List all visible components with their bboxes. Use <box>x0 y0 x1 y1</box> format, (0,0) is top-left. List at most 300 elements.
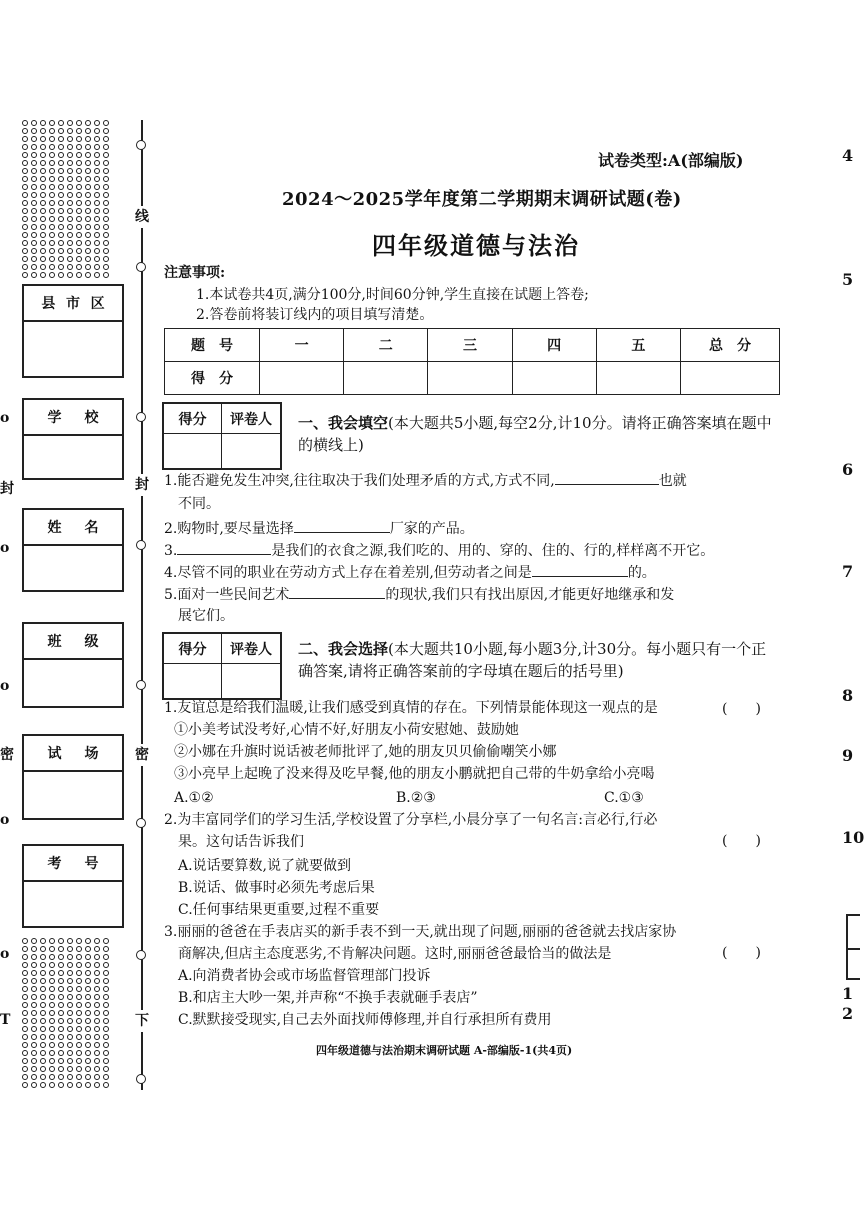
binding-dot <box>103 946 109 952</box>
binding-dot <box>85 946 91 952</box>
binding-dot <box>85 136 91 142</box>
binding-char-secret: 密 <box>132 744 152 766</box>
edge-number: 1 <box>842 984 854 1003</box>
binding-dot <box>49 1018 55 1024</box>
edge-mark-seal: 封 <box>0 481 14 497</box>
binding-dot <box>85 1034 91 1040</box>
score-table-cell: 得 分 <box>165 362 260 395</box>
binding-dot <box>76 978 82 984</box>
binding-dot <box>49 1058 55 1064</box>
binding-dot <box>94 176 100 182</box>
binding-dot <box>40 1066 46 1072</box>
binding-dot <box>103 200 109 206</box>
binding-dot <box>76 272 82 278</box>
binding-dot <box>31 200 37 206</box>
info-label: 考 <box>47 856 62 872</box>
binding-dot <box>94 978 100 984</box>
binding-dot <box>49 1034 55 1040</box>
question-text: 5.面对一些民间艺术 <box>164 587 290 603</box>
binding-dot <box>103 1042 109 1048</box>
binding-dot <box>85 1010 91 1016</box>
binding-dot <box>40 128 46 134</box>
binding-dot <box>40 946 46 952</box>
binding-dot <box>103 1002 109 1008</box>
binding-dot <box>40 1034 46 1040</box>
binding-dot <box>103 1058 109 1064</box>
s2-q3-cont: 商解决,但店主态度恶劣,不肯解决问题。这时,丽丽爸爸最恰当的做法是 <box>178 946 612 962</box>
binding-dot <box>76 224 82 230</box>
binding-dot <box>103 152 109 158</box>
notice-item: 2.答卷前将装订线内的项目填写清楚。 <box>196 307 434 323</box>
binding-dot <box>76 946 82 952</box>
binding-dot <box>76 192 82 198</box>
binding-dot <box>49 248 55 254</box>
binding-dot <box>49 1002 55 1008</box>
binding-dot <box>94 232 100 238</box>
binding-dot <box>49 176 55 182</box>
exam-title: 2024～2025学年度第二学期期末调研试题(卷) <box>282 189 682 210</box>
binding-dot <box>40 970 46 976</box>
binding-dot <box>49 1082 55 1088</box>
binding-dot <box>67 160 73 166</box>
grader-person-input[interactable] <box>222 434 280 468</box>
binding-dot <box>103 264 109 270</box>
answer-blank[interactable] <box>294 518 390 533</box>
score-input-cell[interactable] <box>512 362 596 395</box>
binding-dot <box>22 1082 28 1088</box>
binding-dot <box>49 200 55 206</box>
info-box-name[interactable] <box>22 508 124 592</box>
grader-person-label: 评卷人 <box>222 634 280 664</box>
binding-dot <box>58 264 64 270</box>
score-input-cell[interactable] <box>681 362 780 395</box>
binding-dot <box>103 272 109 278</box>
binding-dot <box>76 1082 82 1088</box>
binding-dot <box>58 152 64 158</box>
binding-dot <box>31 208 37 214</box>
info-label: 号 <box>84 856 99 872</box>
binding-dot <box>58 1066 64 1072</box>
binding-dot <box>31 192 37 198</box>
binding-dot <box>67 1010 73 1016</box>
binding-dot <box>67 986 73 992</box>
binding-dot <box>85 1050 91 1056</box>
binding-dot <box>58 176 64 182</box>
page-footer: 四年级道德与法治期末调研试题 A-部编版-1(共4页) <box>316 1044 573 1057</box>
binding-dot <box>85 970 91 976</box>
binding-dot <box>76 184 82 190</box>
binding-dot <box>85 978 91 984</box>
binding-dot <box>40 216 46 222</box>
binding-dot <box>22 176 28 182</box>
binding-dot <box>49 152 55 158</box>
binding-dot <box>49 1026 55 1032</box>
binding-dot <box>22 970 28 976</box>
binding-dot <box>58 978 64 984</box>
binding-dot <box>85 160 91 166</box>
binding-dot <box>85 962 91 968</box>
binding-dot <box>58 224 64 230</box>
binding-dot <box>103 168 109 174</box>
binding-dot <box>76 240 82 246</box>
binding-dot <box>49 208 55 214</box>
binding-dot <box>103 256 109 262</box>
binding-dot <box>76 264 82 270</box>
binding-dot <box>22 160 28 166</box>
binding-dot <box>49 272 55 278</box>
answer-paren[interactable]: ( ) <box>722 833 761 849</box>
edge-circle: o <box>0 946 10 962</box>
info-box-exam-number[interactable] <box>22 844 124 928</box>
binding-dot <box>67 994 73 1000</box>
score-input-cell[interactable] <box>428 362 512 395</box>
binding-circle <box>136 950 146 960</box>
binding-dot <box>94 192 100 198</box>
binding-dot <box>94 1034 100 1040</box>
binding-dot <box>22 184 28 190</box>
question-text: 也就 <box>658 473 687 489</box>
binding-dot <box>67 144 73 150</box>
grader-score-input[interactable] <box>164 664 222 698</box>
binding-dot <box>49 128 55 134</box>
binding-dot <box>67 1074 73 1080</box>
binding-dot <box>31 1058 37 1064</box>
binding-dot <box>31 120 37 126</box>
binding-dot <box>76 120 82 126</box>
binding-dot <box>58 1074 64 1080</box>
binding-dot <box>67 256 73 262</box>
binding-dot <box>22 144 28 150</box>
section2-desc: (本大题共10小题,每小题3分,计30分。每小题只有一个正确答案,请将正确答案前的字母填在题后的括号里) <box>298 640 767 680</box>
binding-dot <box>103 1010 109 1016</box>
binding-dot <box>103 1074 109 1080</box>
binding-char-line: 线 <box>132 206 152 228</box>
s2-q3-option-b: B.和店主大吵一架,并声称“不换手表就砸手表店” <box>178 990 478 1006</box>
binding-dot <box>94 1066 100 1072</box>
answer-blank[interactable] <box>555 470 659 485</box>
answer-blank[interactable] <box>177 540 271 555</box>
binding-dot <box>67 938 73 944</box>
binding-dot <box>85 1042 91 1048</box>
binding-dot <box>49 970 55 976</box>
binding-dot <box>67 970 73 976</box>
binding-dot <box>85 1074 91 1080</box>
binding-dot <box>49 1050 55 1056</box>
binding-dot <box>40 272 46 278</box>
info-label: 市 <box>65 296 80 312</box>
edge-number: 8 <box>842 686 854 705</box>
question-text: 1.能否避免发生冲突,往往取决于我们处理矛盾的方式,方式不同, <box>164 473 555 489</box>
binding-dot <box>31 1018 37 1024</box>
binding-dot <box>31 224 37 230</box>
binding-dot <box>22 1066 28 1072</box>
binding-dot <box>58 256 64 262</box>
binding-dot <box>49 144 55 150</box>
binding-dot <box>85 1082 91 1088</box>
answer-blank[interactable] <box>289 584 385 599</box>
binding-dot <box>40 120 46 126</box>
binding-dot <box>67 264 73 270</box>
binding-dot <box>40 168 46 174</box>
notice-item: 1.本试卷共4页,满分100分,时间60分钟,学生直接在试题上答卷; <box>196 287 589 303</box>
binding-dot <box>85 192 91 198</box>
grader-score-input[interactable] <box>164 434 222 468</box>
binding-dot <box>22 152 28 158</box>
binding-dot <box>76 1050 82 1056</box>
binding-dot <box>103 192 109 198</box>
info-label: 区 <box>90 296 105 312</box>
binding-dot <box>85 184 91 190</box>
s1-q2 <box>164 518 474 539</box>
binding-dot <box>85 264 91 270</box>
binding-dot <box>49 232 55 238</box>
binding-dot <box>103 1026 109 1032</box>
binding-dot <box>31 176 37 182</box>
binding-dot <box>22 954 28 960</box>
binding-dot <box>22 216 28 222</box>
binding-dot <box>76 954 82 960</box>
binding-dot <box>85 1026 91 1032</box>
binding-dot <box>85 954 91 960</box>
binding-dot <box>58 128 64 134</box>
binding-dot <box>76 986 82 992</box>
binding-dot <box>40 978 46 984</box>
binding-dot <box>103 224 109 230</box>
binding-dot <box>103 232 109 238</box>
answer-blank[interactable] <box>532 562 628 577</box>
binding-dot <box>49 1042 55 1048</box>
binding-dot <box>103 1082 109 1088</box>
binding-dot <box>58 1002 64 1008</box>
binding-dot <box>76 1066 82 1072</box>
binding-dot <box>40 208 46 214</box>
binding-dot <box>22 232 28 238</box>
binding-dot <box>40 1050 46 1056</box>
binding-dot <box>58 216 64 222</box>
binding-dot <box>76 962 82 968</box>
binding-dot <box>103 1034 109 1040</box>
binding-char-seal: 封 <box>132 474 152 496</box>
score-input-cell[interactable] <box>344 362 428 395</box>
binding-dot <box>67 136 73 142</box>
binding-dot <box>49 962 55 968</box>
binding-dot <box>31 1010 37 1016</box>
s2-q2-option-a: A.说话要算数,说了就要做到 <box>178 858 352 874</box>
binding-dot <box>58 970 64 976</box>
binding-dot <box>58 1050 64 1056</box>
binding-dot <box>67 954 73 960</box>
binding-dot <box>94 264 100 270</box>
binding-dot <box>94 248 100 254</box>
binding-dot <box>58 1010 64 1016</box>
binding-dot <box>31 1034 37 1040</box>
binding-dot <box>94 1082 100 1088</box>
binding-dot <box>85 208 91 214</box>
info-box-county[interactable] <box>22 284 124 378</box>
binding-dot <box>103 248 109 254</box>
binding-dot <box>76 1026 82 1032</box>
binding-dot <box>31 136 37 142</box>
edge-number: 9 <box>842 746 854 765</box>
s2-q1-option-a: A.①② <box>174 790 214 806</box>
binding-circle <box>136 140 146 150</box>
info-label: 级 <box>84 634 99 650</box>
edge-table-fragment <box>846 914 860 980</box>
binding-dot <box>49 120 55 126</box>
binding-dot <box>58 1034 64 1040</box>
binding-dot <box>85 272 91 278</box>
binding-dot <box>94 946 100 952</box>
binding-dot <box>22 946 28 952</box>
binding-dot <box>58 160 64 166</box>
binding-dot <box>40 954 46 960</box>
binding-dot <box>76 136 82 142</box>
binding-dot <box>31 1082 37 1088</box>
edge-number: 6 <box>842 460 854 479</box>
binding-dot <box>31 168 37 174</box>
binding-dot <box>103 120 109 126</box>
binding-dot <box>76 128 82 134</box>
binding-dot <box>94 136 100 142</box>
binding-circle <box>136 680 146 690</box>
info-box-exam-room[interactable] <box>22 734 124 820</box>
section1-title: 一、我会填空 <box>298 414 389 432</box>
binding-dot <box>31 248 37 254</box>
edge-circle: o <box>0 540 10 556</box>
binding-dot <box>67 1042 73 1048</box>
score-input-cell[interactable] <box>260 362 344 395</box>
s2-q1-item: ①小美考试没考好,心情不好,好朋友小荷安慰她、鼓励她 <box>174 722 519 738</box>
binding-dot <box>103 216 109 222</box>
binding-dot <box>85 120 91 126</box>
score-table <box>164 328 780 395</box>
binding-circle <box>136 412 146 422</box>
score-table-score-row <box>165 362 780 395</box>
binding-dot <box>58 1042 64 1048</box>
s1-q4 <box>164 562 656 583</box>
binding-dot <box>76 232 82 238</box>
binding-dot <box>58 168 64 174</box>
binding-dot <box>22 986 28 992</box>
answer-paren[interactable]: ( ) <box>722 701 761 717</box>
binding-dot <box>58 208 64 214</box>
binding-dot <box>22 1050 28 1056</box>
binding-dot <box>58 986 64 992</box>
info-box-class[interactable] <box>22 622 124 708</box>
score-input-cell[interactable] <box>596 362 680 395</box>
binding-dot <box>94 208 100 214</box>
binding-dot <box>103 208 109 214</box>
s1-q5-cont: 展它们。 <box>178 608 234 624</box>
binding-dot <box>67 1058 73 1064</box>
binding-dot <box>103 1018 109 1024</box>
binding-dot <box>94 240 100 246</box>
binding-dot <box>22 240 28 246</box>
binding-dot <box>40 1026 46 1032</box>
binding-dot <box>103 160 109 166</box>
binding-dot <box>58 946 64 952</box>
binding-dot <box>49 1074 55 1080</box>
binding-dot <box>31 232 37 238</box>
binding-dots-bottom <box>22 938 112 1090</box>
binding-dot <box>67 272 73 278</box>
binding-dot <box>40 176 46 182</box>
s2-q1-option-c: C.①③ <box>604 790 644 806</box>
binding-dot <box>94 1058 100 1064</box>
s2-q3-option-a: A.向消费者协会或市场监督管理部门投诉 <box>178 968 431 984</box>
grader-score-label: 得分 <box>164 634 222 664</box>
binding-dot <box>85 1002 91 1008</box>
binding-dot <box>85 152 91 158</box>
binding-circle <box>136 262 146 272</box>
binding-dot <box>58 200 64 206</box>
binding-dot <box>40 224 46 230</box>
binding-dot <box>31 994 37 1000</box>
question-text: 是我们的衣食之源,我们吃的、用的、穿的、住的、行的,样样离不开它。 <box>271 543 715 559</box>
binding-dot <box>22 994 28 1000</box>
binding-dot <box>103 1066 109 1072</box>
binding-dot <box>22 1002 28 1008</box>
binding-dot <box>67 192 73 198</box>
binding-dot <box>49 994 55 1000</box>
binding-dot <box>94 1018 100 1024</box>
binding-dot <box>22 978 28 984</box>
binding-dot <box>40 994 46 1000</box>
binding-dot <box>85 1066 91 1072</box>
binding-dot <box>67 1002 73 1008</box>
binding-dot <box>94 160 100 166</box>
binding-dot <box>85 1018 91 1024</box>
edge-number: 5 <box>842 270 854 289</box>
binding-dot <box>67 128 73 134</box>
binding-dot <box>94 1002 100 1008</box>
binding-dot <box>31 264 37 270</box>
binding-dot <box>103 962 109 968</box>
binding-dot <box>40 1058 46 1064</box>
section2-heading <box>298 638 778 682</box>
binding-dot <box>94 986 100 992</box>
binding-dot <box>22 1034 28 1040</box>
s1-q1-cont: 不同。 <box>178 496 220 512</box>
binding-dot <box>40 160 46 166</box>
binding-dot <box>40 232 46 238</box>
info-box-school[interactable] <box>22 398 124 480</box>
answer-paren[interactable]: ( ) <box>722 945 761 961</box>
binding-dot <box>76 200 82 206</box>
s2-q1-item: ③小亮早上起晚了没来得及吃早餐,他的朋友小鹏就把自己带的牛奶拿给小亮喝 <box>174 766 655 782</box>
binding-dot <box>103 1050 109 1056</box>
binding-dot <box>85 994 91 1000</box>
binding-dot <box>22 1074 28 1080</box>
binding-dot <box>49 954 55 960</box>
binding-dot <box>31 144 37 150</box>
binding-dot <box>76 216 82 222</box>
binding-dot <box>31 272 37 278</box>
grader-person-input[interactable] <box>222 664 280 698</box>
binding-dot <box>22 962 28 968</box>
binding-dot <box>85 938 91 944</box>
binding-dot <box>31 954 37 960</box>
binding-dot <box>76 168 82 174</box>
binding-dot <box>31 1042 37 1048</box>
binding-dot <box>40 264 46 270</box>
score-table-header-row <box>165 329 780 362</box>
score-table-cell: 五 <box>596 329 680 362</box>
binding-dots-top <box>22 120 112 280</box>
binding-dot <box>31 160 37 166</box>
binding-dot <box>76 1034 82 1040</box>
binding-dot <box>85 240 91 246</box>
